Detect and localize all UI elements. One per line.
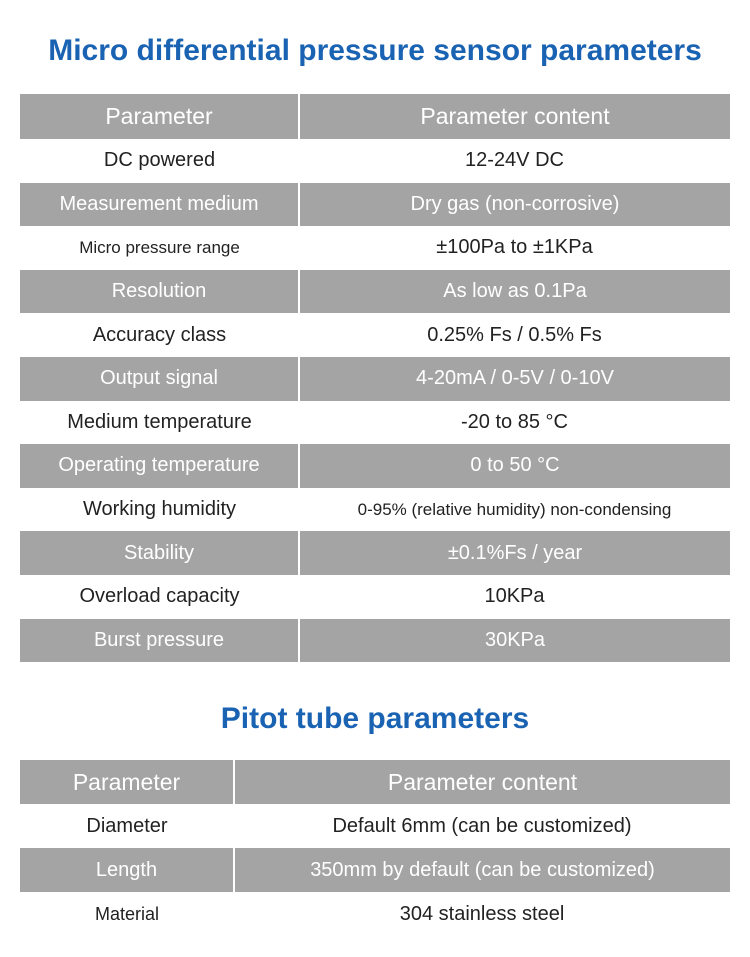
table-row [20, 401, 730, 445]
row-content: -20 to 85 °C [461, 410, 568, 433]
table-row [20, 183, 730, 227]
table-row [20, 444, 730, 488]
sensor-parameters-table [20, 94, 730, 662]
table-row [20, 804, 730, 848]
row-parameter: Overload capacity [79, 585, 240, 608]
table-row [20, 892, 730, 936]
row-parameter: Length [20, 848, 234, 892]
row-parameter: Output signal [20, 357, 299, 401]
row-content: ±100Pa to ±1KPa [436, 236, 593, 259]
row-parameter: Working humidity [82, 498, 237, 521]
table-row [20, 270, 730, 314]
row-content: 0-95% (relative humidity) non-condensing [357, 499, 672, 519]
table-row [20, 531, 730, 575]
row-content: 12-24V DC [465, 149, 564, 172]
table-row [20, 575, 730, 619]
row-parameter: Micro pressure range [79, 237, 240, 257]
section-title-sensor: Micro differential pressure sensor parameters [48, 34, 702, 67]
row-content: 10KPa [484, 585, 545, 608]
table-row [20, 488, 730, 532]
table-row [20, 848, 730, 892]
row-parameter: Stability [20, 531, 299, 575]
row-content: 304 stainless steel [399, 902, 565, 925]
table-header-row [20, 94, 730, 139]
table-row [20, 357, 730, 401]
pitot-parameters-table [20, 760, 730, 936]
table-row [20, 139, 730, 183]
header-parameter-content: Parameter content [299, 94, 730, 139]
row-parameter: Operating temperature [20, 444, 299, 488]
table-row [20, 226, 730, 270]
row-content: 0 to 50 °C [299, 444, 730, 488]
row-parameter: Resolution [20, 270, 299, 314]
row-parameter: DC powered [103, 149, 216, 172]
table-row [20, 313, 730, 357]
row-parameter: Diameter [86, 814, 168, 837]
row-content: 4-20mA / 0-5V / 0-10V [299, 357, 730, 401]
header-parameter-content: Parameter content [234, 760, 730, 804]
row-content: 350mm by default (can be customized) [234, 848, 730, 892]
table-row [20, 619, 730, 663]
row-parameter: Material [94, 903, 160, 924]
row-content: ±0.1%Fs / year [299, 531, 730, 575]
row-parameter: Measurement medium [20, 183, 299, 227]
header-parameter: Parameter [20, 760, 234, 804]
row-content: 30KPa [299, 619, 730, 663]
row-parameter: Medium temperature [67, 410, 252, 433]
row-content: Default 6mm (can be customized) [332, 814, 632, 837]
row-parameter: Burst pressure [20, 619, 299, 663]
row-content: 0.25% Fs / 0.5% Fs [427, 323, 602, 346]
row-content: As low as 0.1Pa [299, 270, 730, 314]
header-parameter: Parameter [20, 94, 299, 139]
row-content: Dry gas (non-corrosive) [299, 183, 730, 227]
row-parameter: Accuracy class [92, 323, 227, 346]
table-header-row [20, 760, 730, 804]
section-title-pitot: Pitot tube parameters [220, 702, 530, 735]
